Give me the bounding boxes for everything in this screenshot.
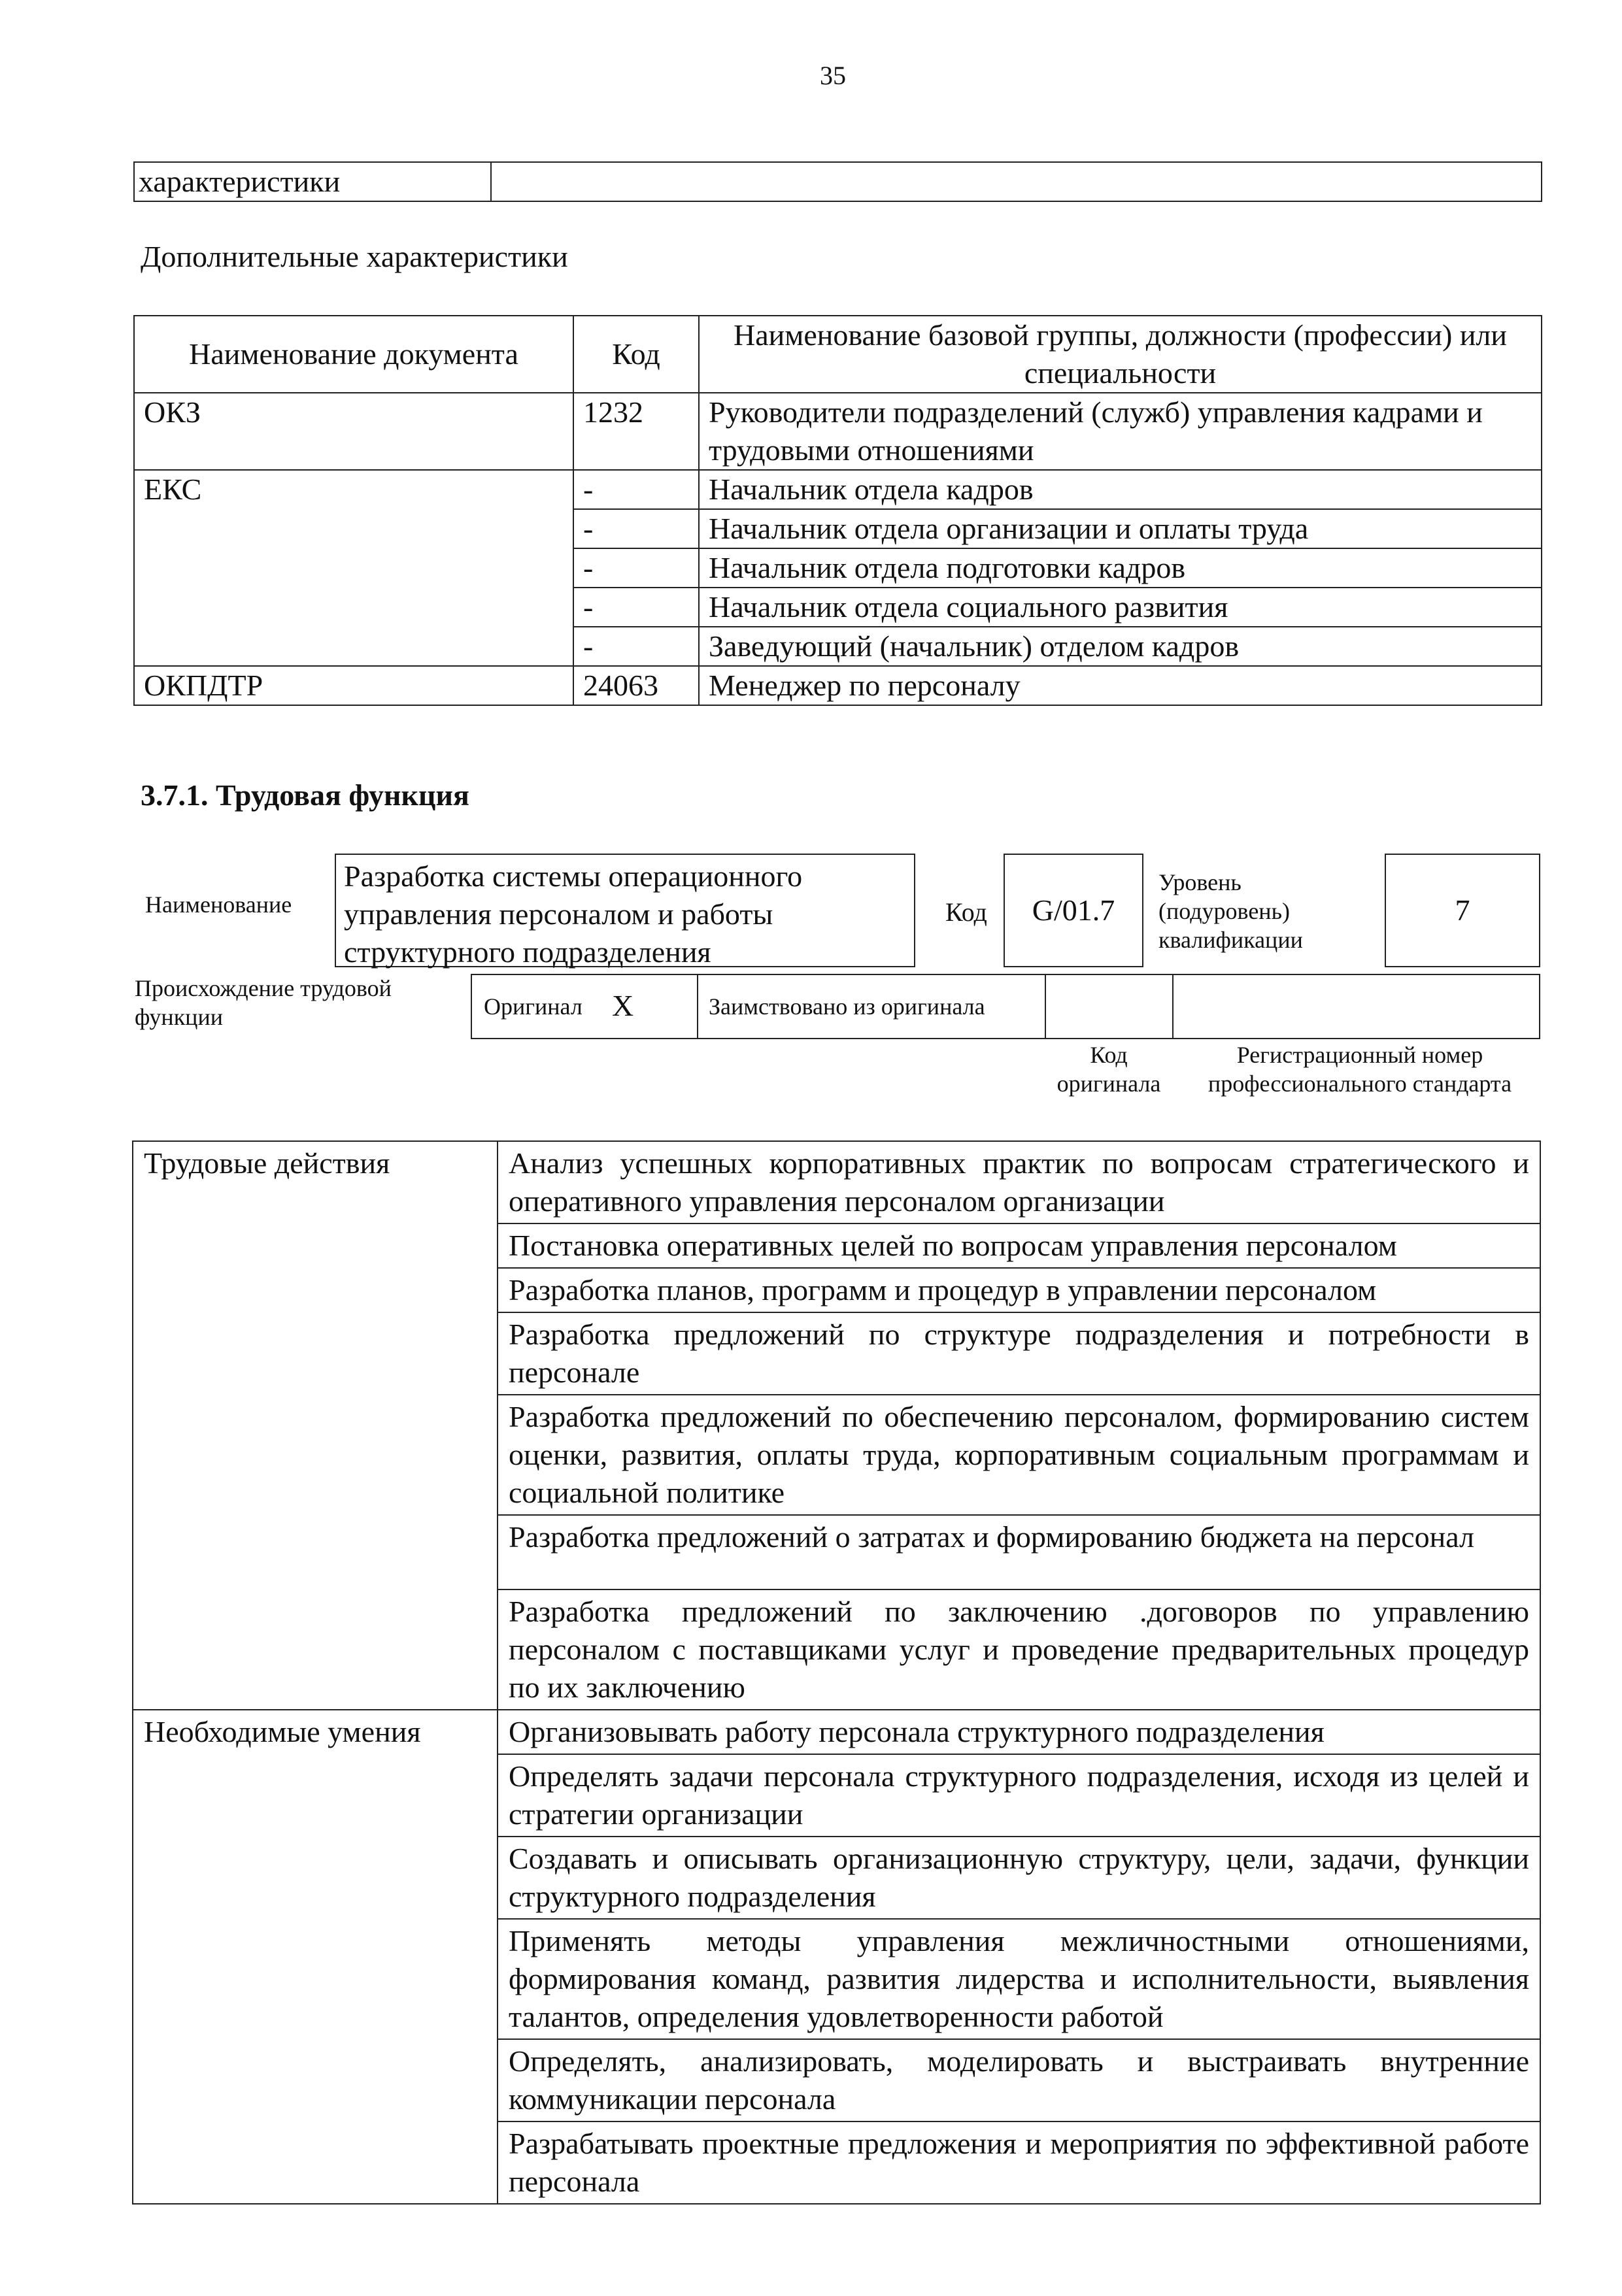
top-table-cell-label: характеристики <box>134 162 491 201</box>
origin-label: Происхождение трудовой функции <box>135 975 392 1030</box>
group-label-labor-actions: Трудовые действия <box>133 1141 498 1710</box>
additional-characteristics-table <box>133 315 1542 706</box>
skill-item: Создавать и описывать организационную структуру, цели, задачи, функции структурного подразделения <box>498 1837 1540 1919</box>
row-code: 24063 <box>573 666 699 705</box>
skill-item: Определять задачи персонала структурного подразделения, исходя из целей и стратегии организации <box>498 1754 1540 1837</box>
labor-action-item: Разработка предложений по заключению .договоров по управлению персоналом с поставщиками услуг и проведение предварительных процедур по их заключению <box>498 1589 1540 1710</box>
labor-function-table <box>132 1140 1541 2204</box>
row-code: - <box>573 548 699 588</box>
section-title: 3.7.1. Трудовая функция <box>141 778 469 812</box>
level-value-box <box>1385 854 1540 967</box>
borrowed-label: Заимствовано из оригинала <box>709 993 985 1020</box>
labor-action-item: Анализ успешных корпоративных практик по вопросам стратегического и оперативного управления персоналом организации <box>498 1141 1540 1223</box>
original-mark: X <box>612 989 634 1022</box>
labor-action-item: Разработка предложений по структуре подразделения и потребности в персонале <box>498 1312 1540 1395</box>
row-name: Начальник отдела кадров <box>699 470 1542 509</box>
row-code: - <box>573 470 699 509</box>
row-name: Начальник отдела социального развития <box>699 588 1542 627</box>
skill-item: Определять, анализировать, моделировать и выстраивать внутренние коммуникации персонала <box>498 2039 1540 2121</box>
code-value-box <box>1004 854 1143 967</box>
header-document: Наименование документа <box>134 316 573 393</box>
row-code: 1232 <box>573 393 699 470</box>
code-label: Код <box>945 897 987 927</box>
row-name: Начальник отдела организации и оплаты труда <box>699 509 1542 548</box>
function-name-value: Разработка системы операционного управления персоналом и работы структурного подразделения <box>344 859 803 969</box>
divider <box>1172 974 1174 1039</box>
row-name: Менеджер по персоналу <box>699 666 1542 705</box>
row-code: - <box>573 627 699 666</box>
divider <box>1045 974 1046 1039</box>
top-table <box>133 161 1542 202</box>
row-name: Начальник отдела подготовки кадров <box>699 548 1542 588</box>
row-name: Руководители подразделений (служб) управления кадрами и трудовыми отношениями <box>699 393 1542 470</box>
level-label: Уровень (подуровень) квалификации <box>1158 869 1303 953</box>
function-name-box <box>335 854 915 967</box>
skill-item: Разрабатывать проектные предложения и мероприятия по эффективной работе персонала <box>498 2121 1540 2204</box>
labor-action-item: Разработка предложений по обеспечению персоналом, формированию систем оценки, развития, оплаты труда, корпоративным социальным программам и социальной политике <box>498 1395 1540 1515</box>
header-group-name: Наименование базовой группы, должности (профессии) или специальности <box>699 316 1542 393</box>
labor-action-item: Разработка предложений о затратах и формированию бюджета на персонал <box>498 1515 1540 1589</box>
row-doc: ОКПДТР <box>134 666 573 705</box>
code-value: G/01.7 <box>1032 893 1115 927</box>
group-label-required-skills: Необходимые умения <box>133 1710 498 2204</box>
name-label: Наименование <box>145 891 292 918</box>
labor-action-item: Постановка оперативных целей по вопросам управления персоналом <box>498 1223 1540 1268</box>
top-table-cell-value <box>491 162 1542 201</box>
page-number: 35 <box>820 61 846 90</box>
header-code: Код <box>573 316 699 393</box>
row-doc: ЕКС <box>134 470 573 666</box>
labor-action-item: Разработка планов, программ и процедур в управлении персоналом <box>498 1268 1540 1312</box>
reg-number-label: Регистрационный номер профессионального стандарта <box>1208 1042 1512 1097</box>
row-code: - <box>573 588 699 627</box>
row-name: Заведующий (начальник) отделом кадров <box>699 627 1542 666</box>
level-value: 7 <box>1455 893 1470 927</box>
divider <box>697 974 698 1039</box>
code-original-label: Код оригинала <box>1056 1042 1161 1097</box>
skill-item: Организовывать работу персонала структурного подразделения <box>498 1710 1540 1754</box>
row-code: - <box>573 509 699 548</box>
original-label: Оригинал <box>484 993 583 1020</box>
additional-characteristics-title: Дополнительные характеристики <box>141 240 568 273</box>
skill-item: Применять методы управления межличностными отношениями, формирования команд, развития лидерства и исполнительности, выявления талантов, определения удовлетворенности работой <box>498 1919 1540 2039</box>
row-doc: ОКЗ <box>134 393 573 470</box>
